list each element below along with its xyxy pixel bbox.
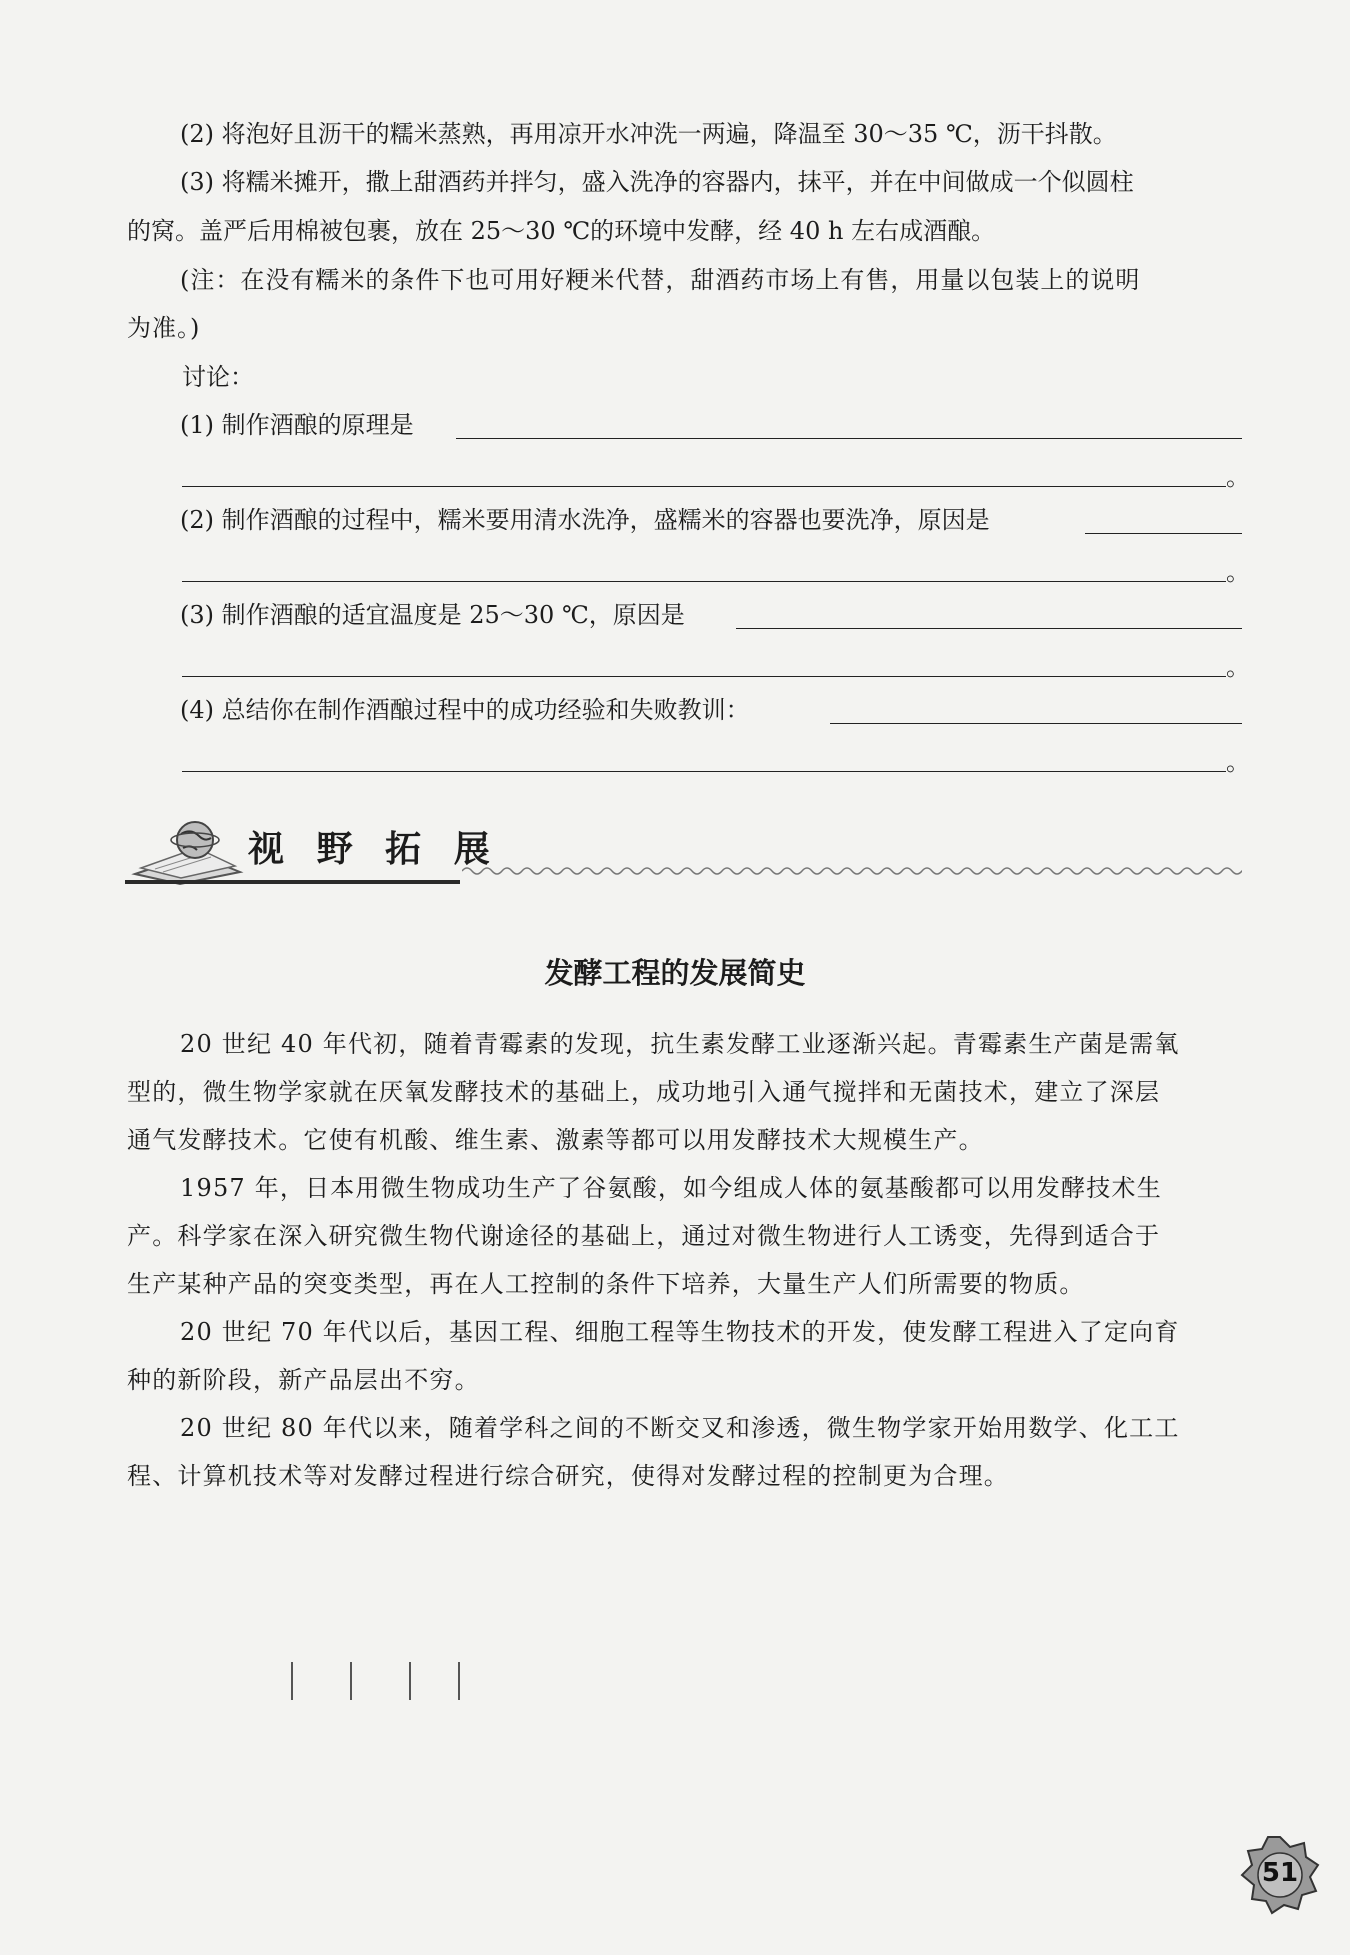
step-3-line-1: (3) 将糯米摊开，撒上甜酒药并拌匀，盛入洗净的容器内，抹平，并在中间做成一个似圆柱 — [180, 168, 1134, 196]
separator — [409, 1662, 411, 1700]
article-line: 种的新阶段，新产品层出不穷。 — [127, 1366, 480, 1394]
article-line: 通气发酵技术。它使有机酸、维生素、激素等都可以用发酵技术大规模生产。 — [127, 1126, 984, 1154]
question-4: (4) 总结你在制作酒酿过程中的成功经验和失败教训： — [180, 696, 750, 724]
discussion-heading: 讨论： — [182, 363, 254, 391]
article-line: 20 世纪 70 年代以后，基因工程、细胞工程等生物技术的开发，使发酵工程进入了定向育 — [180, 1318, 1180, 1346]
note-line-1: (注：在没有糯米的条件下也可用好粳米代替，甜酒药市场上有售，用量以包装上的说明 — [180, 266, 1141, 294]
section-char-2: 野 — [316, 829, 353, 870]
step-2: (2) 将泡好且沥干的糯米蒸熟，再用凉开水冲洗一两遍，降温至 30～35 ℃，沥干抖散。 — [180, 120, 1117, 148]
question-2: (2) 制作酒酿的过程中，糯米要用清水洗净，盛糯米的容器也要洗净，原因是 — [180, 506, 990, 534]
period-2: 。 — [1226, 558, 1250, 586]
separator — [350, 1662, 352, 1700]
section-char-3: 拓 — [385, 829, 422, 870]
article-line: 20 世纪 40 年代初，随着青霉素的发现，抗生素发酵工业逐渐兴起。青霉素生产菌是需氧 — [180, 1030, 1180, 1058]
section-char-4: 展 — [453, 829, 490, 870]
separator — [458, 1662, 460, 1700]
article-line: 程、计算机技术等对发酵过程进行综合研究，使得对发酵过程的控制更为合理。 — [127, 1462, 1009, 1490]
article-title: 发酵工程的发展简史 — [544, 956, 806, 990]
answer-blank-2b[interactable] — [182, 581, 1226, 582]
page-number: 51 — [1261, 1858, 1299, 1888]
wavy-rule — [462, 864, 1242, 878]
period-3: 。 — [1226, 653, 1250, 681]
note-line-2: 为准。) — [127, 314, 201, 342]
step-3-line-2: 的窝。盖严后用棉被包裹，放在 25～30 ℃的环境中发酵，经 40 h 左右成酒酿。 — [127, 217, 996, 245]
period-4: 。 — [1226, 748, 1250, 776]
answer-blank-3a[interactable] — [736, 628, 1242, 629]
separator — [291, 1662, 293, 1700]
period-1: 。 — [1226, 463, 1250, 491]
article-line: 生产某种产品的突变类型，再在人工控制的条件下培养，大量生产人们所需要的物质。 — [127, 1270, 1085, 1298]
answer-blank-1b[interactable] — [182, 486, 1226, 487]
article-line: 1957 年，日本用微生物成功生产了谷氨酸，如今组成人体的氨基酸都可以用发酵技术生 — [180, 1174, 1162, 1202]
section-char-1: 视 — [248, 829, 285, 870]
answer-blank-2a[interactable] — [1085, 533, 1242, 534]
answer-blank-3b[interactable] — [182, 676, 1226, 677]
article-line: 20 世纪 80 年代以来，随着学科之间的不断交叉和渗透，微生物学家开始用数学、化工工 — [180, 1414, 1180, 1442]
banner-underline — [125, 880, 460, 884]
answer-blank-1a[interactable] — [456, 438, 1242, 439]
article-line: 产。科学家在深入研究微生物代谢途径的基础上，通过对微生物进行人工诱变，先得到适合于 — [127, 1222, 1161, 1250]
article-line: 型的，微生物学家就在厌氧发酵技术的基础上，成功地引入通气搅拌和无菌技术，建立了深层 — [127, 1078, 1161, 1106]
globe-book-icon — [125, 814, 250, 886]
section-title — [248, 828, 490, 872]
question-1: (1) 制作酒酿的原理是 — [180, 411, 414, 439]
question-3: (3) 制作酒酿的适宜温度是 25～30 ℃，原因是 — [180, 601, 685, 629]
answer-blank-4a[interactable] — [830, 723, 1242, 724]
answer-blank-4b[interactable] — [182, 771, 1226, 772]
